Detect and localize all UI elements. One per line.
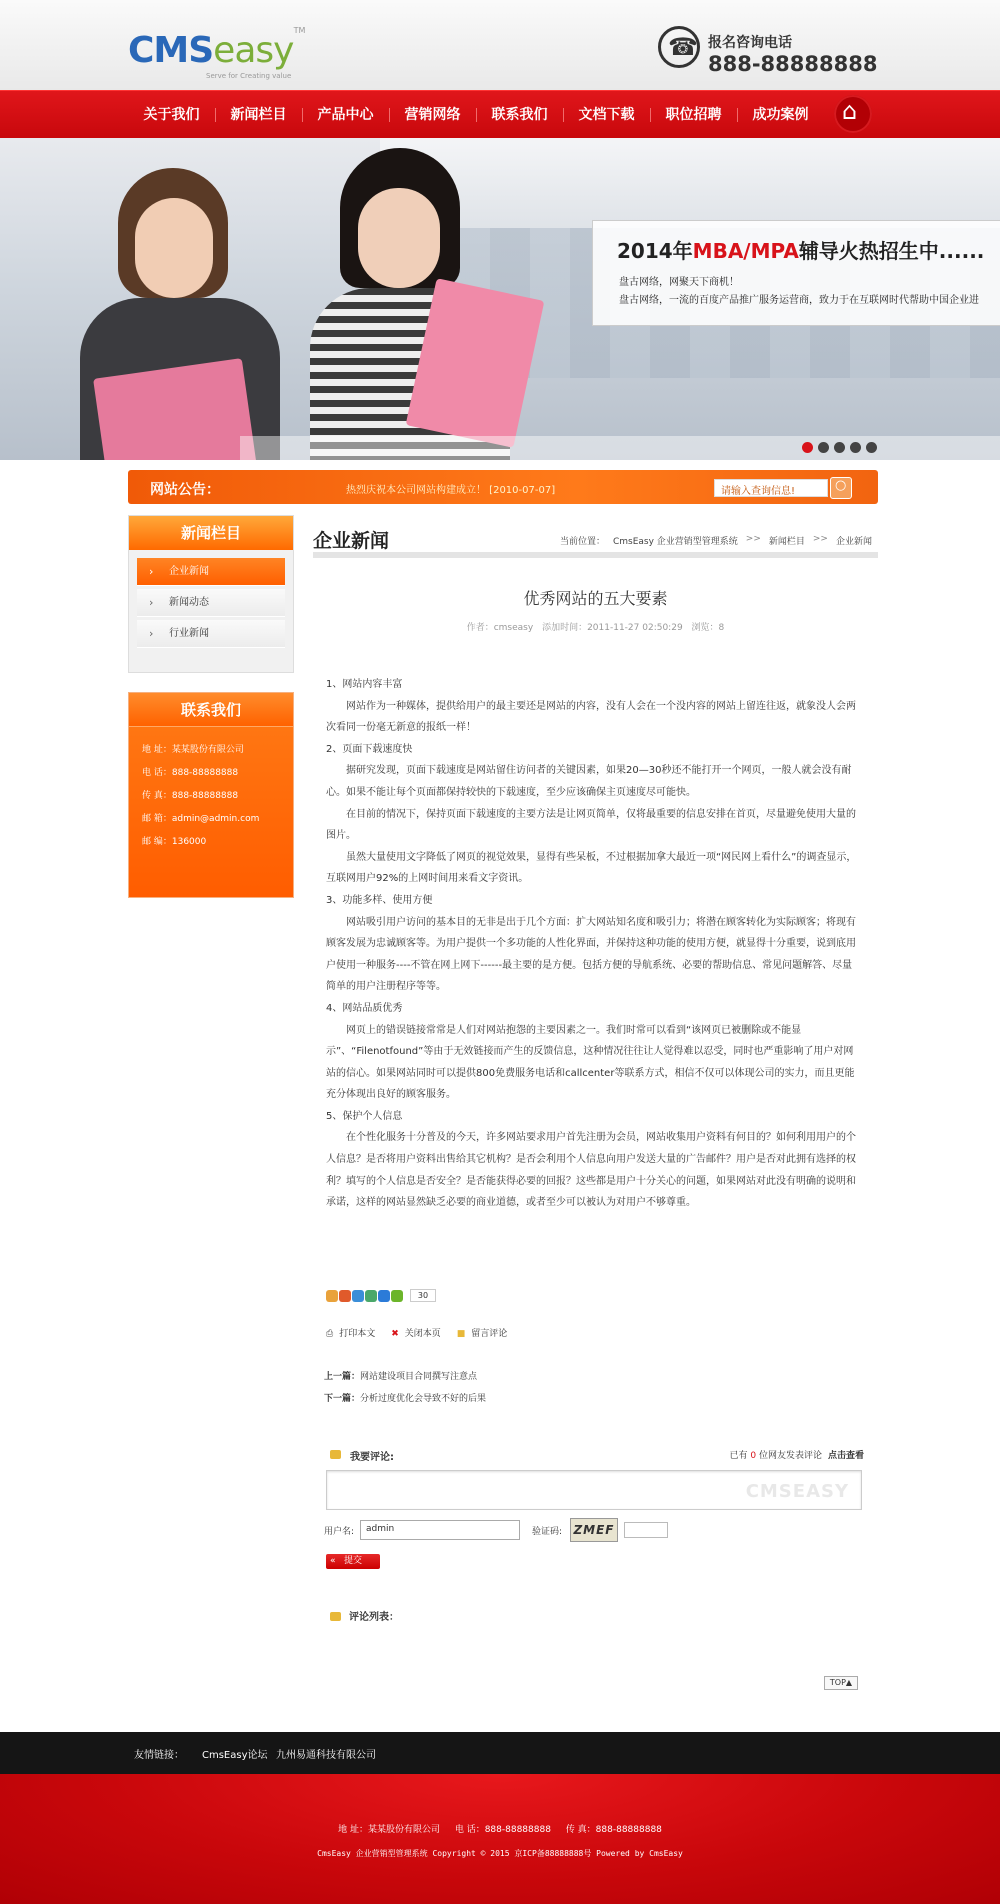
view-comments-link[interactable]: 点击查看 xyxy=(827,1451,864,1461)
logo-accent-text: easy xyxy=(213,30,294,71)
friend-link[interactable]: 九州易通科技有限公司 xyxy=(276,1750,376,1761)
notice-message[interactable]: 热烈庆祝本公司网站构建成立！ [2010-07-07] xyxy=(346,485,556,496)
share-count: 30 xyxy=(410,1289,436,1302)
chevron-right-icon: › xyxy=(149,627,154,640)
comment-icon xyxy=(330,1450,341,1459)
sidebar-contact-title: 联系我们 xyxy=(129,693,293,727)
friend-links xyxy=(0,1732,1000,1774)
breadcrumb-label: 当前位置： xyxy=(559,537,605,547)
nav-item-news[interactable]: 新闻栏目 xyxy=(215,91,302,139)
breadcrumb-home[interactable]: CmsEasy 企业营销型管理系统 xyxy=(612,537,738,547)
nav-item-products[interactable]: 产品中心 xyxy=(302,91,389,139)
phone-icon xyxy=(658,26,700,68)
logo-trademark: TM xyxy=(293,26,306,35)
article-author: 作者：cmseasy xyxy=(466,623,534,633)
banner-person-left xyxy=(80,168,280,460)
article-paragraph: 在个性化服务十分普及的今天，许多网站要求用户首先注册为会员，网站收集用户资料有何目的？如何利用用户的个人信息？是否将用户资料出售给其它机构？是否会利用个人信息向用户发送大量的广告邮件？用户是否对此拥有选择的权利？填写的个人信息是否安全？是否能获得必要的回报？这些都是用户十分关心的问题，如果网站对此没有明确的说明和承诺，这样的网站显然缺乏必要的商业道德，或者至少可以被认为对用户不够尊重。 xyxy=(326,1132,856,1209)
friend-link[interactable]: CmsEasy论坛 xyxy=(202,1750,268,1761)
prev-article: 上一篇：网站建设项目合同撰写注意点 xyxy=(324,1372,478,1382)
close-icon: ✖ xyxy=(391,1329,399,1339)
back-to-top-button[interactable]: TOP▲ xyxy=(824,1676,858,1690)
section-title: 企业新闻 xyxy=(313,530,390,552)
comment-count: 0 xyxy=(750,1451,757,1461)
share-icon[interactable] xyxy=(378,1290,390,1302)
banner-headline: 2014年MBA/MPA辅导火热招生中...... xyxy=(617,239,985,263)
slide-dot[interactable] xyxy=(850,442,861,453)
banner-dot-bar xyxy=(240,436,1000,460)
captcha-input[interactable] xyxy=(624,1522,668,1538)
site-logo[interactable] xyxy=(128,26,306,80)
share-icon[interactable] xyxy=(352,1290,364,1302)
article-heading: 3、功能多样、使用方便 xyxy=(326,894,433,906)
breadcrumb-separator: >> xyxy=(745,534,761,544)
sidebar-news-title: 新闻栏目 xyxy=(129,516,293,550)
article-body xyxy=(326,674,862,1214)
article-paragraph: 虽然大量使用文字降低了网页的视觉效果，显得有些呆板，不过根据加拿大最近一项“网民网上看什么”的调查显示，互联网用户92%的上网时间用来看文字资讯。 xyxy=(326,851,857,885)
nav-item-jobs[interactable]: 职位招聘 xyxy=(650,91,737,139)
footer-phone: 电 话：888-88888888 xyxy=(454,1825,551,1835)
share-more-icon[interactable] xyxy=(391,1290,403,1302)
sidebar-news xyxy=(128,515,294,673)
footer-copyright: CmsEasy 企业营销型管理系统 Copyright © 2015 京ICP备88888888号 Powered by CmsEasy xyxy=(317,1849,683,1858)
logo-tagline: Serve for Creating value xyxy=(206,72,292,80)
article-tools xyxy=(326,1326,507,1339)
article-paragraph: 据研究发现，页面下载速度是网站留住访问者的关键因素，如果20—30秒还不能打开一个网页，一般人就会没有耐心。如果不能让每个页面都保持较快的下载速度，至少应该确保主页速度尽可能快。 xyxy=(326,765,852,798)
captcha-label: 验证码: xyxy=(532,1527,563,1537)
breadcrumb-news[interactable]: 新闻栏目 xyxy=(768,537,805,547)
print-button[interactable]: ⎙ 打印本文 xyxy=(326,1329,376,1339)
search-input[interactable]: 请输入查询信息! xyxy=(714,479,828,497)
article-paragraph: 网站作为一种媒体，提供给用户的最主要还是网站的内容，没有人会在一个没内容的网站上留连往返，就象没人会两次看同一份毫无新意的报纸一样！ xyxy=(326,700,856,734)
article-paragraph: 网页上的错误链接常常是人们对网站抱怨的主要因素之一。我们时常可以看到“该网页已被删除或不能显示”、“Filenotfound”等由于无效链接而产生的反馈信息，这种情况往往让人觉得难以忍受，同时也严重影响了用户对网站的信心。如果网站同时可以提供800免费服务电话和callcenter等联系方式，相信不仅可以体现公司的实力，而且更能充分体现出良好的顾客服务。 xyxy=(326,1024,855,1101)
footer-contact xyxy=(0,1822,1000,1835)
notice-bar xyxy=(128,470,878,504)
nav-item-about[interactable]: 关于我们 xyxy=(143,107,200,123)
slide-dot[interactable] xyxy=(802,442,813,453)
nav-item-downloads[interactable]: 文档下载 xyxy=(563,91,650,139)
contact-email[interactable]: 邮 箱：admin@admin.com xyxy=(142,814,260,824)
textarea-watermark: CMSEASY xyxy=(745,1481,849,1502)
comment-icon: ■ xyxy=(456,1329,466,1339)
nav-item-network[interactable]: 营销网络 xyxy=(389,91,476,139)
footer-fax: 传 真：888-88888888 xyxy=(565,1825,662,1835)
comment-icon xyxy=(330,1612,341,1621)
contact-zip: 邮 编：136000 xyxy=(142,837,207,847)
notice-title: 网站公告： xyxy=(150,482,220,498)
banner-line-2: 盘古网络，一流的百度产品推广服务运营商，致力于在互联网时代帮助中国企业进 xyxy=(619,295,979,306)
article-paragraph: 网站吸引用户访问的基本目的无非是出于几个方面：扩大网站知名度和吸引力；将潜在顾客转化为实际顾客；将现有顾客发展为忠诚顾客等。为用户提供一个多功能的人性化界面，并保持这种功能的使用方便，就显得十分重要，说到底用户使用一种服务----不管在网上网下------最主要的是方便。包括方便的导航系统、必要的帮助信息、常见问题解答、尽量简单的用户注册程序等等。 xyxy=(326,916,856,993)
article-title: 优秀网站的五大要素 xyxy=(523,589,668,608)
share-icon[interactable] xyxy=(365,1290,377,1302)
contact-address: 地 址：某某股份有限公司 xyxy=(142,745,244,755)
share-bar xyxy=(326,1289,436,1302)
share-icon[interactable] xyxy=(326,1290,338,1302)
banner-person-right xyxy=(300,148,520,460)
article-paragraph: 在目前的情况下，保持页面下载速度的主要方法是让网页简单，仅将最重要的信息安排在首页，尽量避免使用大量的图片。 xyxy=(326,808,856,842)
prev-article-link[interactable]: 网站建设项目合同撰写注意点 xyxy=(360,1372,478,1382)
banner-line-1: 盘古网络，网聚天下商机！ xyxy=(619,277,739,288)
breadcrumb xyxy=(560,534,872,547)
contact-fax: 传 真：888-88888888 xyxy=(142,791,239,801)
main-nav xyxy=(0,90,1000,138)
hotline-number: 888-88888888 xyxy=(708,52,878,76)
article-views: 浏览：8 xyxy=(691,623,725,633)
next-article-link[interactable]: 分析过度优化会导致不好的后果 xyxy=(360,1394,487,1404)
chevron-right-icon: › xyxy=(149,596,154,609)
chevron-right-icon: › xyxy=(149,565,154,578)
article-heading: 1、网站内容丰富 xyxy=(326,679,403,690)
article-time: 添加时间：2011-11-27 02:50:29 xyxy=(542,623,683,633)
share-icon[interactable] xyxy=(339,1290,351,1302)
contact-phone: 电 话：888-88888888 xyxy=(142,768,239,778)
comment-list-header: 评论列表： xyxy=(330,1608,399,1623)
next-article: 下一篇：分析过度优化会导致不好的后果 xyxy=(324,1394,487,1404)
sidebar-item-industry-news[interactable]: › 行业新闻 xyxy=(137,620,285,648)
search-icon[interactable] xyxy=(830,477,852,499)
footer-address: 地 址：某某股份有限公司 xyxy=(338,1825,440,1835)
breadcrumb-current[interactable]: 企业新闻 xyxy=(835,537,872,547)
article-heading: 4、网站品质优秀 xyxy=(326,1002,403,1014)
section-header xyxy=(313,520,878,558)
breadcrumb-separator: >> xyxy=(812,534,828,544)
hotline-label: 报名咨询电话 xyxy=(708,35,792,51)
printer-icon: ⎙ xyxy=(326,1329,334,1339)
article-meta xyxy=(313,620,878,633)
prev-next-links xyxy=(324,1366,486,1410)
comment-form-row xyxy=(324,1520,864,1542)
nav-item-contact[interactable]: 联系我们 xyxy=(476,91,563,139)
slide-dot[interactable] xyxy=(834,442,845,453)
captcha-image[interactable]: ZMEF xyxy=(570,1518,618,1542)
comment-stats: 已有 0 位网友发表评论 点击查看 xyxy=(729,1451,864,1461)
close-page-button[interactable]: ✖ 关闭本页 xyxy=(391,1329,441,1339)
username-input[interactable]: admin xyxy=(360,1520,520,1540)
sidebar-item-company-news[interactable]: › 企业新闻 xyxy=(137,558,285,586)
nav-item-cases[interactable]: 成功案例 xyxy=(737,91,824,139)
username-label: 用户名: xyxy=(324,1527,355,1537)
sidebar-contact xyxy=(128,692,294,898)
submit-button[interactable]: « 提交 xyxy=(326,1554,380,1569)
comment-button[interactable]: ■ 留言评论 xyxy=(456,1329,508,1339)
site-footer xyxy=(0,1774,1000,1904)
home-icon[interactable] xyxy=(834,95,872,133)
comment-header xyxy=(330,1448,864,1463)
logo-main-text: CMS xyxy=(128,30,214,71)
friend-links-label: 友情链接： xyxy=(134,1750,184,1761)
sidebar-item-news-updates[interactable]: › 新闻动态 xyxy=(137,589,285,617)
site-header xyxy=(0,0,1000,90)
slide-dot[interactable] xyxy=(866,442,877,453)
hero-banner[interactable] xyxy=(0,138,1000,460)
comment-label: 我要评论: xyxy=(350,1452,394,1463)
slide-dot[interactable] xyxy=(818,442,829,453)
banner-caption xyxy=(592,220,1000,326)
comment-textarea[interactable] xyxy=(326,1470,862,1510)
banner-pagination xyxy=(802,442,877,453)
article-heading: 2、页面下载速度快 xyxy=(326,743,413,755)
article-heading: 5、保护个人信息 xyxy=(326,1110,403,1122)
